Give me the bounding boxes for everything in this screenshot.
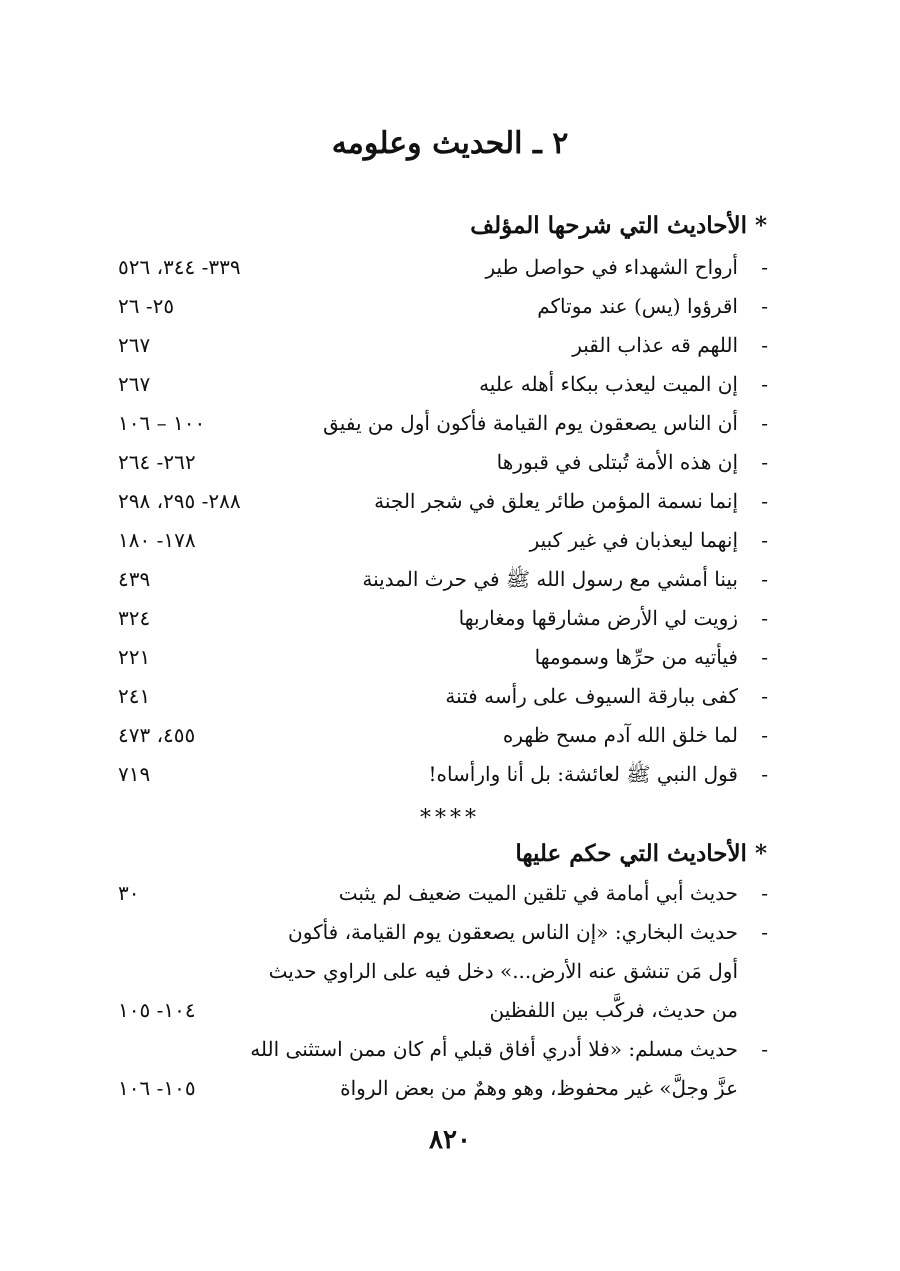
list-dash: - <box>761 606 768 630</box>
list-item <box>110 720 768 758</box>
list-dash: - <box>761 1037 768 1061</box>
list-dash: - <box>761 333 768 357</box>
list-dash: - <box>761 255 768 279</box>
entry-text-line: عزَّ وجلَّ» غير محفوظ، وهو وهمٌ من بعض الرواة <box>340 1076 738 1100</box>
list-dash: - <box>761 294 768 318</box>
page-reference: ٧١٩ <box>118 762 151 786</box>
list-item <box>110 878 768 916</box>
entry-text: إنهما ليعذبان في غير كبير <box>529 528 738 552</box>
section-separator: **** <box>420 806 480 831</box>
entry-text: فيأتيه من حرِّها وسمومها <box>534 645 738 669</box>
entry-text-line: من حديث، فركَّب بين اللفظين <box>489 998 738 1022</box>
page-reference: ٣٠ <box>118 881 140 905</box>
list-item <box>110 447 768 485</box>
page-reference: ٢٤١ <box>118 684 151 708</box>
entry-text: كفى ببارقة السيوف على رأسه فتنة <box>445 684 738 708</box>
entry-text: أرواح الشهداء في حواصل طير <box>485 255 738 279</box>
list-dash: - <box>761 489 768 513</box>
page-reference: ١٠٤- ١٠٥ <box>118 998 196 1022</box>
list-dash: - <box>761 762 768 786</box>
list-dash: - <box>761 881 768 905</box>
list-item-continuation <box>110 1073 768 1111</box>
list-item <box>110 917 768 955</box>
list-item <box>110 486 768 524</box>
list-dash: - <box>761 372 768 396</box>
entry-text: أن الناس يصعقون يوم القيامة فأكون أول من يفيق <box>323 411 738 435</box>
page-reference: ١٠٥- ١٠٦ <box>118 1076 196 1100</box>
list-item <box>110 330 768 368</box>
entry-text: حديث أبي أمامة في تلقين الميت ضعيف لم يثبت <box>338 881 738 905</box>
entry-text: زويت لي الأرض مشارقها ومغاربها <box>458 606 738 630</box>
list-dash: - <box>761 723 768 747</box>
page-reference: ١٧٨- ١٨٠ <box>118 528 196 552</box>
list-dash: - <box>761 645 768 669</box>
list-dash: - <box>761 411 768 435</box>
list-item <box>110 291 768 329</box>
entry-text: بينا أمشي مع رسول الله ﷺ في حرث المدينة <box>362 567 738 591</box>
list-item <box>110 642 768 680</box>
page-reference: ٢٥- ٢٦ <box>118 294 175 318</box>
entry-text-line: حديث مسلم: «فلا أدري أفاق قبلي أم كان ممن استثنى الله <box>250 1037 738 1061</box>
entry-text: إن هذه الأمة تُبتلى في قبورها <box>496 450 738 474</box>
section-heading-explained-hadiths: * الأحاديث التي شرحها المؤلف <box>470 212 767 239</box>
entry-text: لما خلق الله آدم مسح ظهره <box>502 723 738 747</box>
page-reference: ١٠٠ – ١٠٦ <box>118 411 206 435</box>
entry-text: إنما نسمة المؤمن طائر يعلق في شجر الجنة <box>374 489 738 513</box>
list-item-continuation <box>110 995 768 1033</box>
list-dash: - <box>761 450 768 474</box>
list-dash: - <box>761 528 768 552</box>
page-reference: ٢٦٧ <box>118 372 151 396</box>
list-item <box>110 369 768 407</box>
page-reference: ٤٣٩ <box>118 567 151 591</box>
entry-text: اقرؤوا (يس) عند موتاكم <box>537 294 738 318</box>
entry-text: قول النبي ﷺ لعائشة: بل أنا وارأساه! <box>428 762 738 786</box>
page-title: ٢ ـ الحديث وعلومه <box>331 126 569 161</box>
page-reference: ٤٥٥، ٤٧٣ <box>118 723 196 747</box>
page-reference: ٢٦٢- ٢٦٤ <box>118 450 196 474</box>
list-item <box>110 408 768 446</box>
page-number: ٨٢٠ <box>429 1125 471 1155</box>
list-item-continuation <box>110 956 768 994</box>
page-reference: ٢٢١ <box>118 645 151 669</box>
list-item <box>110 564 768 602</box>
list-item <box>110 759 768 797</box>
list-dash: - <box>761 567 768 591</box>
entry-text: إن الميت ليعذب ببكاء أهله عليه <box>479 372 738 396</box>
list-dash: - <box>761 920 768 944</box>
list-item <box>110 252 768 290</box>
list-item <box>110 525 768 563</box>
entry-text: اللهم قه عذاب القبر <box>572 333 738 357</box>
page-reference: ٣٣٩- ٣٤٤، ٥٢٦ <box>118 255 241 279</box>
page-reference: ٢٨٨- ٢٩٥، ٢٩٨ <box>118 489 241 513</box>
list-item <box>110 603 768 641</box>
page-reference: ٢٦٧ <box>118 333 151 357</box>
section-heading-judged-hadiths: * الأحاديث التي حكم عليها <box>515 840 767 867</box>
list-item <box>110 681 768 719</box>
list-item <box>110 1034 768 1072</box>
entry-text-line: حديث البخاري: «إن الناس يصعقون يوم القيامة، فأكون <box>288 920 738 944</box>
entry-text-line: أول مَن تنشق عنه الأرض...» دخل فيه على الراوي حديث <box>268 959 738 983</box>
list-dash: - <box>761 684 768 708</box>
page-reference: ٣٢٤ <box>118 606 151 630</box>
